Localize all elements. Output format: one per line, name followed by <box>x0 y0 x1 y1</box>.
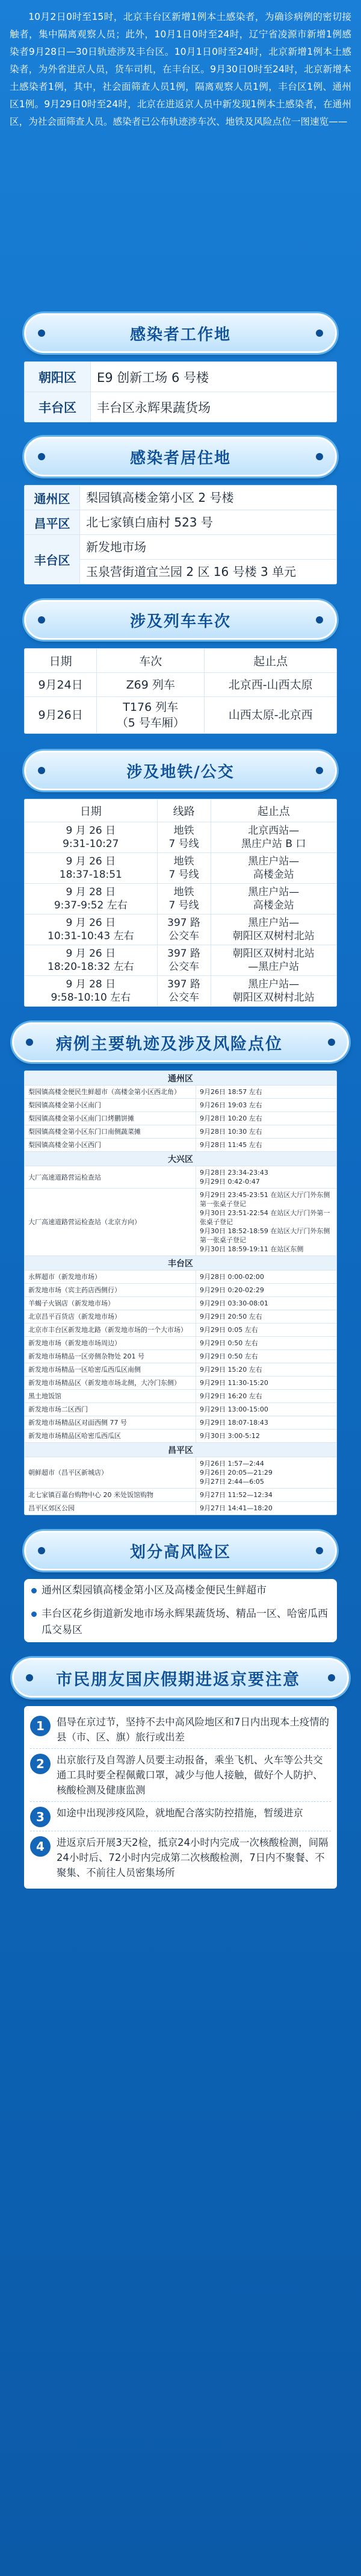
place-cell: 大厂高速道路营运检查站 <box>25 1166 196 1189</box>
section-title-risk <box>24 1531 337 1571</box>
table-row <box>25 914 337 945</box>
line-cell: 地铁 7 号线 <box>157 822 211 853</box>
dot-icon <box>26 1039 33 1046</box>
time-cell: 9月29日 23:45-23:51 在站区大厅门外东侧第一张桌子登记 9月30日 23:51-22:54 在站区大厅门外第一张桌子登记 9月30日 18:52-18:59 在站区大厅门外东侧第一张桌子登记 9月30日 18:59-19:11 在站区东侧 <box>196 1189 337 1256</box>
route-cell: 黑庄户站— 高楼金站 <box>211 853 336 884</box>
route-cell: 山西太原-北京西 <box>205 697 337 734</box>
place-cell: 梨园镇高楼金第小区西门 <box>25 1139 196 1152</box>
table-row <box>25 1086 337 1099</box>
table-row <box>25 486 337 510</box>
table-row <box>25 1112 337 1125</box>
table-row <box>25 1390 337 1403</box>
intro-paragraph: 10月2日0时至15时，北京丰台区新增1例本土感染者，为确诊病例的密切接触者，集中隔离观察人员；此外，10月1日0时至24时，辽宁省凌源市新增1例感染者9月28日—30日轨迹涉及丰台区。10月1日0时至24时，北京新增1例本土感染者，为外省进京人员，货车司机，在丰台区。9月30日0时至24时，北京新增本土感染者1例，其中，社会面筛查人员1例，隔离观察人员1例，丰台区1例、通州区1例。9月29日0时至24时，北京在进返京人员中新发现1例本土感染者，在通州区，为社会面筛查人员。感染者已公布轨迹涉车次、地铁及风险点位一图速览—— <box>10 11 351 127</box>
table-row <box>25 1337 337 1350</box>
table-row <box>25 1297 337 1310</box>
table-row <box>25 1430 337 1443</box>
dot-icon <box>38 767 45 774</box>
section-title-text: 病例主要轨迹及涉及风险点位 <box>56 1034 283 1054</box>
table-row <box>25 1350 337 1363</box>
place-cell: 新发地市场精品区对面西侧 77 号 <box>25 1416 196 1430</box>
place-cell: 新发地市场二区西门 <box>25 1403 196 1416</box>
workplace-table <box>24 361 337 422</box>
dot-icon <box>316 453 323 460</box>
section-title-text: 感染者居住地 <box>129 449 231 467</box>
place-cell: 新发地市场（新发地市场周边） <box>25 1337 196 1350</box>
table-row <box>25 945 337 976</box>
area-header-row <box>25 1443 337 1457</box>
place-cell: 新发地市场精品区（新发地市场北侧，大冷门东侧） <box>25 1377 196 1390</box>
date-cell: 9 月 26 日 10:31-10:43 左右 <box>25 914 158 945</box>
date-cell: 9月24日 <box>25 673 97 697</box>
tip-text: 进返京后开展3天2检，抵京24小时内完成一次核酸检测，间隔24小时后、72小时内完成第二次核酸检测，7日内不聚餐、不聚集、不前往人员密集场所 <box>57 1837 329 1878</box>
time-cell: 9月27日 14:41—18:20 <box>196 1502 337 1515</box>
dot-icon <box>316 330 323 337</box>
list-item <box>30 1831 331 1884</box>
table-row <box>25 884 337 914</box>
list-item <box>30 1711 331 1749</box>
list-item <box>24 1602 337 1642</box>
table-row <box>25 1166 337 1189</box>
date-cell: 9 月 28 日 9:58-10:10 左右 <box>25 976 158 1007</box>
line-cell: 397 路 公交车 <box>157 914 211 945</box>
table-row <box>25 1502 337 1515</box>
dot-icon <box>316 616 323 624</box>
tip-text: 出京旅行及自驾游人员要主动报备，乘坐飞机、火车等公共交通工具时要全程佩戴口罩，减少与他人接触，做好个人防护、核酸检测及健康监测 <box>57 1754 323 1796</box>
district-label: 通州区 <box>25 486 80 510</box>
risk-item-text: 丰台区花乡街道新发地市场永辉果蔬货场、精品一区、哈密瓜西瓜交易区 <box>42 1608 328 1636</box>
section-title-tips <box>12 1658 349 1698</box>
place-value: 丰台区永辉果蔬货场 <box>91 392 337 422</box>
place-value: 北七家镇白庙村 523 号 <box>80 510 337 535</box>
section-title-trains <box>24 600 337 640</box>
time-cell: 9月27日 11:52—12:34 <box>196 1489 337 1502</box>
area-header-row <box>25 1071 337 1086</box>
table-row <box>25 392 337 422</box>
dot-icon <box>38 1547 45 1554</box>
place-cell: 新发地市场（宾主药店西侧行） <box>25 1284 196 1297</box>
place-cell: 永辉超市（新发地市场） <box>25 1271 196 1284</box>
residence-table <box>24 485 337 584</box>
column-header: 日期 <box>25 799 158 822</box>
section-title-text: 涉及列车车次 <box>129 612 231 631</box>
table-row <box>25 1457 337 1489</box>
time-cell: 9月28日 10:20 左右 <box>196 1112 337 1125</box>
column-header: 线路 <box>157 799 211 822</box>
time-cell: 9月29日 16:20 左右 <box>196 1390 337 1403</box>
place-cell: 新发地市场精品区哈密瓜西瓜区 <box>25 1430 196 1443</box>
train-cell: Z69 列车 <box>97 673 205 697</box>
place-cell: 北京市丰台区新发地北路（新发地市场的一个大市场） <box>25 1324 196 1337</box>
time-cell: 9月28日 23:34-23:43 9月29日 0:42-0:47 <box>196 1166 337 1189</box>
area-name: 大兴区 <box>25 1152 337 1166</box>
bullet-icon <box>31 1588 37 1593</box>
table-row <box>25 1310 337 1324</box>
line-cell: 397 路 公交车 <box>157 976 211 1007</box>
table-row <box>25 673 337 697</box>
time-cell: 9月29日 0:50 左右 <box>196 1337 337 1350</box>
place-cell: 梨园镇高楼金第小区东门口南侧蔬菜摊 <box>25 1125 196 1139</box>
subway-table <box>24 799 337 1007</box>
place-cell: 昌平区郊区公园 <box>25 1502 196 1515</box>
table-row <box>25 1403 337 1416</box>
trains-table <box>24 648 337 734</box>
list-item <box>24 1579 337 1602</box>
place-value: 新发地市场 <box>80 535 337 560</box>
route-cell: 黑庄户站— 高楼金站 <box>211 884 336 914</box>
district-label: 朝阳区 <box>25 362 91 392</box>
dot-icon <box>328 1674 335 1681</box>
table-header-row <box>25 799 337 822</box>
dot-icon <box>328 1039 335 1046</box>
line-cell: 地铁 7 号线 <box>157 884 211 914</box>
time-cell: 9月29日 15:20 左右 <box>196 1363 337 1377</box>
table-row <box>25 1139 337 1152</box>
route-cell: 黑庄户站— 朝阳区双树村北站 <box>211 976 336 1007</box>
time-cell: 9月28日 11:45 左右 <box>196 1139 337 1152</box>
tracks-table <box>24 1071 337 1515</box>
line-cell: 地铁 7 号线 <box>157 853 211 884</box>
place-cell: 朝鲜超市（昌平区新城店） <box>25 1457 196 1489</box>
date-cell: 9 月 28 日 9:37-9:52 左右 <box>25 884 158 914</box>
table-row <box>25 1489 337 1502</box>
section-title-text: 涉及地铁/公交 <box>126 763 235 781</box>
district-label: 丰台区 <box>25 392 91 422</box>
date-cell: 9月26日 <box>25 697 97 734</box>
tips-list <box>24 1706 337 1889</box>
intro-text <box>10 8 351 310</box>
place-cell: 北京昌平百货店（新发地市场） <box>25 1310 196 1324</box>
dot-icon <box>26 1674 33 1681</box>
bullet-icon <box>31 1612 37 1617</box>
section-title-text: 划分高风险区 <box>129 1543 231 1562</box>
place-cell: 羊蝎子火锅店（新发地市场） <box>25 1297 196 1310</box>
time-cell: 9月26日 19:03 左右 <box>196 1099 337 1112</box>
table-row <box>25 1125 337 1139</box>
number-badge: 1 <box>30 1716 51 1736</box>
table-header-row <box>25 649 337 673</box>
area-header-row <box>25 1256 337 1271</box>
table-row <box>25 822 337 853</box>
district-label: 昌平区 <box>25 510 80 535</box>
table-row <box>25 362 337 392</box>
route-cell: 黑庄户站— 朝阳区双树村北站 <box>211 914 336 945</box>
place-cell: 新发地市场精品一区旁侧杂物处 201 号 <box>25 1350 196 1363</box>
column-header: 起止点 <box>205 649 337 673</box>
table-row <box>25 1284 337 1297</box>
area-name: 通州区 <box>25 1071 337 1086</box>
table-row <box>25 1377 337 1390</box>
place-cell: 梨园镇高楼金第小区南门 <box>25 1099 196 1112</box>
dot-icon <box>38 616 45 624</box>
list-item <box>30 1802 331 1831</box>
section-title-subway <box>24 751 337 790</box>
column-header: 起止点 <box>211 799 336 822</box>
place-value: 玉泉营街道宜兰园 2 区 16 号楼 3 单元 <box>80 560 337 584</box>
route-cell: 北京西-山西太原 <box>205 673 337 697</box>
train-cell: T176 列车 （5 号车厢） <box>97 697 205 734</box>
column-header: 车次 <box>97 649 205 673</box>
date-cell: 9 月 26 日 18:37-18:51 <box>25 853 158 884</box>
time-cell: 9月29日 03:30-08:01 <box>196 1297 337 1310</box>
time-cell: 9月26日 1:57—2:44 9月26日 20:05—21:29 9月27日 2:44—6:05 <box>196 1457 337 1489</box>
time-cell: 9月30日 3:00-5:12 <box>196 1430 337 1443</box>
place-cell: 梨园镇高楼金第小区南门口烤鹏饼摊 <box>25 1112 196 1125</box>
time-cell: 9月29日 0:20-02:29 <box>196 1284 337 1297</box>
time-cell: 9月29日 18:07-18:43 <box>196 1416 337 1430</box>
column-header: 日期 <box>25 649 97 673</box>
district-label: 丰台区 <box>25 535 80 584</box>
route-cell: 北京西站— 黑庄户站 B 口 <box>211 822 336 853</box>
number-badge: 2 <box>30 1754 51 1774</box>
time-cell: 9月26日 18:57 左右 <box>196 1086 337 1099</box>
area-name: 丰台区 <box>25 1256 337 1271</box>
tip-text: 倡导在京过节，坚持不去中高风险地区和7日内出现本土疫情的县（市、区、旗）旅行或出差 <box>57 1716 329 1743</box>
dot-icon <box>316 1547 323 1554</box>
place-cell: 北七家镇百嘉台购物中心 20 米处饭馆购物 <box>25 1489 196 1502</box>
dot-icon <box>38 453 45 460</box>
time-cell: 9月29日 11:30-15:20 <box>196 1377 337 1390</box>
place-cell: 大厂高速道路营运检查站（北京方向） <box>25 1189 196 1256</box>
area-name: 昌平区 <box>25 1443 337 1457</box>
table-row <box>25 1099 337 1112</box>
table-row <box>25 1416 337 1430</box>
dot-icon <box>38 330 45 337</box>
line-cell: 397 路 公交车 <box>157 945 211 976</box>
time-cell: 9月29日 13:00-15:00 <box>196 1403 337 1416</box>
time-cell: 9月29日 20:50 左右 <box>196 1310 337 1324</box>
table-row <box>25 510 337 535</box>
risk-item-text: 通州区梨园镇高楼金第小区及高楼金便民生鲜超市 <box>42 1584 267 1596</box>
table-row <box>25 535 337 560</box>
number-badge: 4 <box>30 1836 51 1857</box>
table-row <box>25 697 337 734</box>
list-item <box>30 1749 331 1802</box>
number-badge: 3 <box>30 1807 51 1827</box>
place-value: 梨园镇高楼金第小区 2 号楼 <box>80 486 337 510</box>
section-title-residence <box>24 437 337 477</box>
section-title-text: 感染者工作地 <box>129 325 231 344</box>
time-cell: 9月29日 0:50 左右 <box>196 1350 337 1363</box>
area-header-row <box>25 1152 337 1166</box>
tip-text: 如途中出现涉疫风险，就地配合落实防控措施，暂缓进京 <box>57 1807 303 1819</box>
route-cell: 朝阳区双树村北站 —黑庄户站 <box>211 945 336 976</box>
place-cell: 梨园镇高楼金便民生鲜超市（高楼金第小区西北角） <box>25 1086 196 1099</box>
table-row <box>25 1324 337 1337</box>
risk-list <box>24 1579 337 1642</box>
time-cell: 9月28日 0:00-02:00 <box>196 1271 337 1284</box>
table-row <box>25 853 337 884</box>
time-cell: 9月28日 10:30 左右 <box>196 1125 337 1139</box>
date-cell: 9 月 26 日 9:31-10:27 <box>25 822 158 853</box>
date-cell: 9 月 26 日 18:20-18:32 左右 <box>25 945 158 976</box>
section-title-workplace <box>24 313 337 353</box>
place-cell: 黑土地饭馆 <box>25 1390 196 1403</box>
place-cell: 新发地市场精品一区哈密瓜西瓜区南侧 <box>25 1363 196 1377</box>
section-title-text: 市民朋友国庆假期进返京要注意 <box>56 1670 300 1689</box>
place-value: E9 创新工场 6 号楼 <box>91 362 337 392</box>
time-cell: 9月29日 0:05 左右 <box>196 1324 337 1337</box>
table-row <box>25 1363 337 1377</box>
table-row <box>25 1271 337 1284</box>
table-row <box>25 976 337 1007</box>
dot-icon <box>316 767 323 774</box>
section-title-tracks <box>12 1022 349 1062</box>
table-row <box>25 1189 337 1256</box>
